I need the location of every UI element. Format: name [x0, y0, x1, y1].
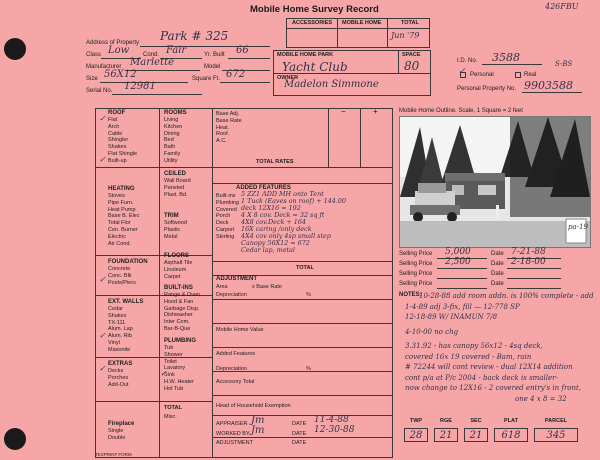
appraiser-label: APPRAISER — [216, 421, 248, 427]
notes-text: 10-28-88 add room addn. is 100% complete - add 1-4-89 adj 3-fix, fill — 12-778 SP 12-18-89 W/ INAMUN 7/8 4-10-00 no chg 3.31.92 - has canopy 56x12 - 4sq deck, covered 16x 19 covered - Bam, rain # 72244 will cont review - dual 12X14 addition cont p/a at P/c 2004 - back deck is smaller- now change to 12X16 - 2 covered entry's in front, one 4 x 8 = 32 — [405, 292, 594, 403]
rooms-list: Living Kitchen Dining Bed Bath Family Utility — [164, 117, 183, 164]
built-label: Yr. Built — [204, 52, 225, 58]
serial-label: Serial No. — [86, 88, 113, 94]
form-footer: TEXPRINT FORM — [95, 452, 132, 457]
ppn-value: 9903588 — [524, 79, 573, 92]
serial-value: 12981 — [124, 81, 156, 92]
adj-depreciation-label: Depreciation — [216, 292, 247, 298]
model-label: Model — [204, 64, 221, 70]
ld-value: 3588 — [492, 51, 520, 64]
built-value: 66 — [236, 45, 249, 56]
photo-caption: Mobile Home Outline. Scale, 1 Square = 2 feet — [399, 108, 523, 114]
added-features-total: TOTAL — [296, 265, 314, 271]
features-grid — [95, 108, 393, 458]
ceiled-header: CEILED — [164, 171, 187, 177]
sale-price-label: Selling Price — [399, 251, 433, 257]
sale-date-label: Date — [491, 261, 504, 267]
added-features-notes: 5 ZZ1 ADD MH onto Tent 1 Tuck (Eaves on roof) + 144.00 deck 12X16 = 192 4 X 8 cov. Deck = 32 sq ft 4X8 cov.Deck + 164 16X caring /only deck 4X4 cov only 4sp small step Canopy 56X12 = 672 Cedar lap, metal — [241, 190, 347, 254]
sale-date: 7-21-88 — [511, 247, 546, 257]
adjustment-sig-label: ADJUSTMENT — [216, 440, 253, 446]
address-label: Address of Property — [86, 40, 140, 46]
park-value: Yacht Club — [282, 60, 348, 74]
built-ins-list: Range & Oven Hood & Fan Garbage Disp. Dishwasher Inter Com. Bar-B-Que — [164, 292, 201, 332]
total-value: Jun '79 — [391, 31, 420, 40]
mh-value-label: Mobile Home Value — [216, 327, 264, 333]
fireplace-list: Single Double — [108, 428, 126, 441]
sale-price: 2,500 — [445, 257, 471, 267]
ext-walls-header: EXT. WALLS — [108, 299, 144, 305]
sqft-value: 672 — [226, 69, 246, 80]
worked-date: 12-30-88 — [314, 425, 355, 435]
rge-header: RGE — [440, 418, 452, 424]
personal-label: Personal — [470, 72, 494, 78]
park-label: MOBILE HOME PARK — [277, 52, 334, 58]
sale-price-label: Selling Price — [399, 271, 433, 277]
base-rate-label: x Base Rate — [252, 284, 282, 290]
accessories-table — [286, 18, 430, 48]
adj-pct: % — [306, 292, 311, 298]
sale-price-label: Selling Price — [399, 281, 433, 287]
twp-value: 28 — [404, 428, 428, 442]
decks-check: ✓ — [99, 364, 106, 373]
ext-walls-list: Cedar Shakes TX-111 Alum. Lap Alum. Rib Vinyl Masonite — [108, 306, 133, 353]
accessories-header: ACCESSORIES — [292, 20, 333, 26]
space-label: SPACE — [402, 52, 421, 58]
heating-list: Stoves Pipe Furn. Heat Pump Base B. Elec Total Flor Cen. Burner Electric Air Cond. — [108, 193, 140, 247]
depreciation-pct: % — [306, 366, 311, 372]
roof-header: ROOF — [108, 110, 126, 116]
total-header: TOTAL — [401, 20, 419, 26]
worked-by-value: Jm — [251, 425, 265, 436]
area-label: Area — [216, 284, 228, 290]
size-label: Size — [86, 76, 98, 82]
heating-header: HEATING — [108, 186, 135, 192]
appraiser-date: 11-4-88 — [314, 415, 349, 425]
rooms-header: ROOMS — [164, 110, 187, 116]
sale-price: 5,000 — [445, 247, 471, 257]
sale-date-label: Date — [491, 281, 504, 287]
added-features-labels: Built-ins Plumbing Covered Porch Deck Carport Skirting — [216, 193, 239, 240]
extras-list: Decks Porches Add-Out — [108, 368, 129, 388]
ceiled-list: Wall Board Paneled Plast. Bd. — [164, 178, 191, 198]
parcel-value: 345 — [534, 428, 578, 442]
minus-col: − — [341, 107, 346, 116]
foundation-header: FOUNDATION — [108, 259, 148, 265]
twp-header: TWP — [409, 418, 423, 424]
plat-value: 618 — [494, 428, 528, 442]
built-ins-header: BUILT-INS — [164, 285, 193, 291]
ld-label: I.D. No. — [457, 58, 478, 64]
mobile-home-header: MOBILE HOME — [342, 20, 382, 26]
foundation-check: ✓ — [99, 275, 106, 284]
floors-list: Asphalt Tile Linoleum Carpet — [164, 260, 193, 280]
form-title: Mobile Home Survey Record — [250, 4, 379, 15]
appraiser-date-label: DATE — [292, 421, 307, 427]
class-value: Low — [108, 45, 130, 56]
sale-date-label: Date — [491, 251, 504, 257]
photo-tag: pa-19 — [568, 223, 588, 231]
space-value: 80 — [404, 59, 420, 73]
manufacturer-value: Marlette — [130, 57, 175, 68]
real-checkbox[interactable] — [515, 72, 521, 78]
added-features-value-label: Added Features — [216, 351, 256, 357]
punch-hole — [4, 38, 26, 60]
parcel-header: PARCEL — [544, 418, 568, 424]
rge-value: 21 — [434, 428, 458, 442]
sec-header: SEC — [470, 418, 482, 424]
class-label: Class — [86, 52, 102, 58]
fireplace-header: Fireplace — [108, 421, 135, 427]
adjustment-header: ADJUSTMENT — [216, 276, 258, 282]
misc-label: Misc. — [164, 414, 177, 420]
foundation-list: Concrete Conc. Blk Posts/Piers — [108, 266, 136, 286]
punch-hole — [4, 428, 26, 450]
roof-builtup-check: ✓ — [99, 155, 106, 164]
roof-flat-check: ✓ — [99, 114, 106, 123]
sink-check: ✓ — [160, 369, 167, 378]
floors-header: FLOORS — [164, 253, 189, 259]
sale-price-label: Selling Price — [399, 261, 433, 267]
plumbing-list: Tub Shower Toilet Lavatory Sink H.W. Heater Hot Tub — [164, 345, 194, 392]
ppn-label: Personal Property No. — [457, 86, 517, 92]
owner-label: OWNER — [277, 75, 299, 81]
owner-value: Madelon Simmone — [284, 79, 379, 90]
added-features-header: ADDED FEATURES — [236, 185, 291, 191]
adjustment-date-label: DATE — [292, 440, 307, 446]
personal-check-mark: ✓ — [458, 67, 466, 77]
extras-header: EXTRAS — [108, 361, 133, 367]
park-box — [273, 50, 431, 96]
cond-value: Fair — [166, 45, 187, 56]
plus-col: + — [373, 107, 378, 116]
rates-list: Base Adj. Base Rate Heat. Roof. A.C. — [216, 111, 242, 145]
roof-list: Flat Arch Cable Shingler Shakes Flat Shingle Built-up — [108, 117, 138, 164]
legal-description-table — [401, 418, 591, 442]
depreciation-label: Depreciation — [216, 366, 247, 372]
sale-date: 2-18-00 — [511, 257, 546, 267]
stamp-code: 426FBU — [545, 2, 579, 11]
cond-label: Cond. — [143, 52, 160, 58]
address-value: Park # 325 — [160, 29, 229, 43]
appraiser-value: Jm — [251, 415, 265, 426]
sec-value: 21 — [464, 428, 488, 442]
real-label: Real — [524, 72, 537, 78]
total-rates-label: TOTAL RATES — [256, 159, 294, 165]
sale-date-label: Date — [491, 271, 504, 277]
worked-by-label: WORKED BY — [216, 431, 250, 437]
manufacturer-label: Manufacturer — [86, 64, 122, 70]
accessory-total-label: Accessory Total — [216, 379, 255, 385]
ld-side: S-BS — [555, 60, 573, 68]
sales-table — [399, 247, 589, 290]
size-value: 56X12 — [104, 69, 137, 80]
grid-total-label: TOTAL — [164, 405, 182, 411]
worked-date-label: DATE — [292, 431, 307, 437]
plat-header: PLAT — [504, 418, 518, 424]
trim-header: TRIM — [164, 213, 179, 219]
trim-list: Softwood Plastic Metal — [164, 220, 187, 240]
notes-label: NOTES: — [399, 292, 422, 298]
ext-walls-check: ✓ — [99, 331, 106, 340]
hoh-exemption-label: Head of Household Exemption — [216, 403, 291, 409]
sqft-label: Square Ft. — [192, 76, 221, 82]
plumbing-header: PLUMBING — [164, 338, 196, 344]
mobile-home-photo — [399, 116, 591, 248]
